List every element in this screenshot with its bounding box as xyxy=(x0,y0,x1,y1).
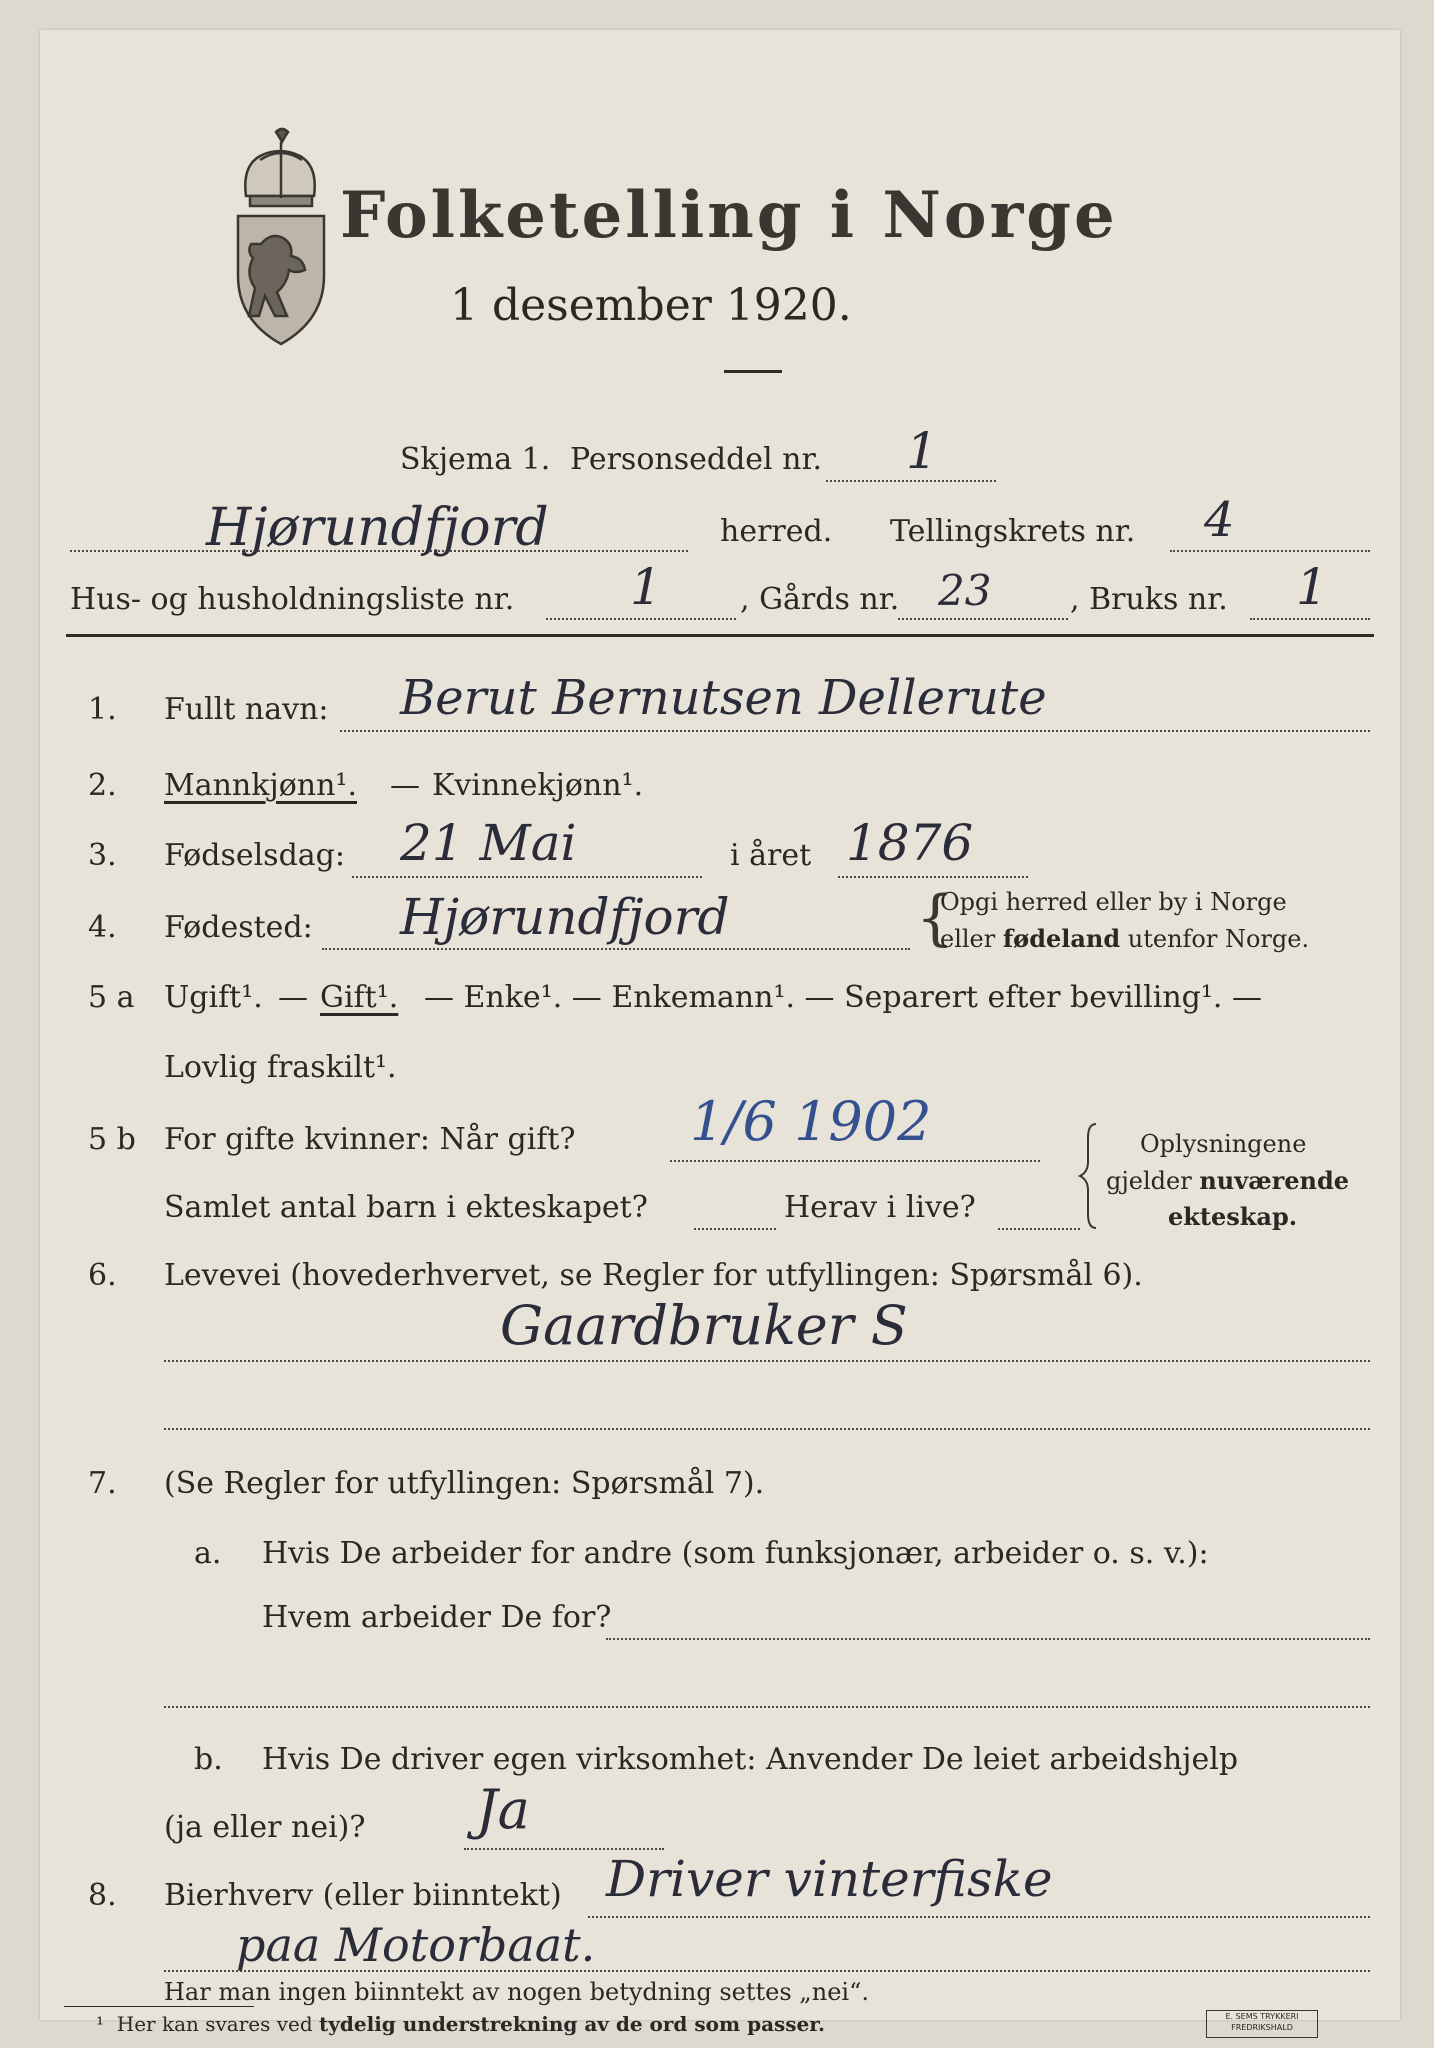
tellingskrets-value: 4 xyxy=(1204,492,1235,548)
children-label: Samlet antal barn i ekteskapet? xyxy=(164,1190,648,1225)
q5b-note-line3: ekteskap. xyxy=(1168,1202,1298,1231)
hus-value: 1 xyxy=(630,558,662,616)
hus-line xyxy=(546,618,736,620)
bruks-label: , Bruks nr. xyxy=(1070,582,1228,617)
q4-note-line2: eller fødeland utenfor Norge. xyxy=(940,924,1310,953)
form-title: Folketelling i Norge xyxy=(340,178,1118,253)
q4-brace: { xyxy=(916,883,955,953)
q7-number: 7. xyxy=(88,1466,117,1501)
header-rule xyxy=(66,634,1374,637)
census-date: 1 desember 1920. xyxy=(450,280,852,331)
q6-line1 xyxy=(164,1360,1370,1362)
married-when-label: For gifte kvinner: Når gift? xyxy=(164,1122,576,1157)
norway-coat-of-arms-icon xyxy=(226,124,336,354)
title-divider xyxy=(724,370,782,373)
q8-label: Bierhverv (eller biinntekt) xyxy=(164,1878,562,1913)
tellingskrets-line xyxy=(1170,550,1370,552)
personseddel-line xyxy=(826,480,996,482)
q1-label: Fullt navn: xyxy=(164,692,329,727)
bruks-line xyxy=(1250,618,1370,620)
divorced-option: Lovlig fraskilt¹. xyxy=(164,1050,397,1085)
q6-number: 6. xyxy=(88,1258,117,1293)
herred-value: Hjørundfjord xyxy=(206,498,549,558)
q8-line1 xyxy=(588,1916,1370,1918)
q4-note-line1: Opgi herred eller by i Norge xyxy=(940,888,1287,916)
q1-number: 1. xyxy=(88,692,117,727)
q5a-separator: — xyxy=(278,980,308,1015)
employer-line2 xyxy=(164,1706,1370,1708)
hired-help-label: (ja eller nei)? xyxy=(164,1810,366,1845)
q7b-number: b. xyxy=(194,1742,223,1777)
q6-line2 xyxy=(164,1428,1370,1430)
q4-label: Fødested: xyxy=(164,910,313,945)
census-form xyxy=(40,30,1400,2020)
side-income-value-line2: paa Motorbaat. xyxy=(236,1918,596,1972)
side-income-value-line1: Driver vinterfiske xyxy=(606,1850,1053,1908)
printer-stamp: E. SEMS TRYKKERI FREDRIKSHALD xyxy=(1206,2010,1318,2038)
q5b-brace-icon xyxy=(1078,1120,1100,1240)
tellingskrets-label: Tellingskrets nr. xyxy=(890,514,1136,549)
hus-label: Hus- og husholdningsliste nr. xyxy=(70,582,515,617)
q5b-note-line2: gjelder nuværende xyxy=(1106,1166,1350,1195)
personseddel-value: 1 xyxy=(906,422,938,480)
q3-label: Fødselsdag: xyxy=(164,838,345,873)
q5a-other-options: — Enke¹. — Enkemann¹. — Separert efter bevilling¹. — xyxy=(424,980,1262,1015)
footnote: ¹ Her kan svares ved tydelig understrekning av de ord som passer. xyxy=(96,2012,825,2036)
children-line xyxy=(694,1228,776,1230)
male-option: Mannkjønn¹. xyxy=(164,768,357,803)
gards-line xyxy=(898,618,1068,620)
q3-day-line xyxy=(352,876,702,878)
q7-label: (Se Regler for utfyllingen: Spørsmål 7). xyxy=(164,1466,765,1501)
q5b-number: 5 b xyxy=(88,1122,136,1157)
living-children-label: Herav i live? xyxy=(784,1190,976,1225)
q5b-line xyxy=(670,1160,1040,1162)
q2-separator: — xyxy=(390,768,420,803)
personseddel-label: Personseddel nr. xyxy=(570,442,823,477)
q4-number: 4. xyxy=(88,910,117,945)
hired-help-value: Ja xyxy=(476,1778,530,1841)
q7b-text: Hvis De driver egen virksomhet: Anvender De leiet arbeidshjelp xyxy=(262,1742,1239,1777)
q1-line xyxy=(340,730,1370,732)
living-children-line xyxy=(998,1228,1080,1230)
q7a-text: Hvis De arbeider for andre (som funksjonær, arbeider o. s. v.): xyxy=(262,1536,1209,1571)
marriage-date-value: 1/6 1902 xyxy=(690,1090,932,1153)
employer-line1 xyxy=(606,1638,1370,1640)
q7a-number: a. xyxy=(194,1536,222,1571)
schema-label: Skjema 1. xyxy=(400,442,551,477)
q8-number: 8. xyxy=(88,1878,117,1913)
q3-number: 3. xyxy=(88,838,117,873)
q4-line xyxy=(322,948,910,950)
occupation-value: Gaardbruker S xyxy=(500,1294,908,1357)
married-option: Gift¹. xyxy=(320,980,399,1015)
female-option: Kvinnekjønn¹. xyxy=(432,768,644,803)
year-label: i året xyxy=(730,838,812,873)
footnote-rule xyxy=(64,2006,254,2007)
birth-day-value: 21 Mai xyxy=(400,814,577,872)
unmarried-option: Ugift¹. xyxy=(164,980,263,1015)
q6-label: Levevei (hovederhvervet, se Regler for utfyllingen: Spørsmål 6). xyxy=(164,1258,1143,1293)
herred-label: herred. xyxy=(720,514,833,549)
q3-year-line xyxy=(838,876,1028,878)
gards-value: 23 xyxy=(938,566,992,615)
employer-label: Hvem arbeider De for? xyxy=(262,1600,612,1635)
q2-number: 2. xyxy=(88,768,117,803)
full-name-value: Berut Bernutsen Dellerute xyxy=(400,670,1047,726)
q5b-note-line1: Oplysningene xyxy=(1140,1130,1307,1158)
q5a-number: 5 a xyxy=(88,980,135,1015)
q8-note: Har man ingen biinntekt av nogen betydning settes „nei“. xyxy=(164,1978,869,2006)
bruks-value: 1 xyxy=(1296,558,1328,616)
birthplace-value: Hjørundfjord xyxy=(400,888,730,946)
birth-year-value: 1876 xyxy=(846,814,974,872)
gards-label: , Gårds nr. xyxy=(740,582,900,617)
